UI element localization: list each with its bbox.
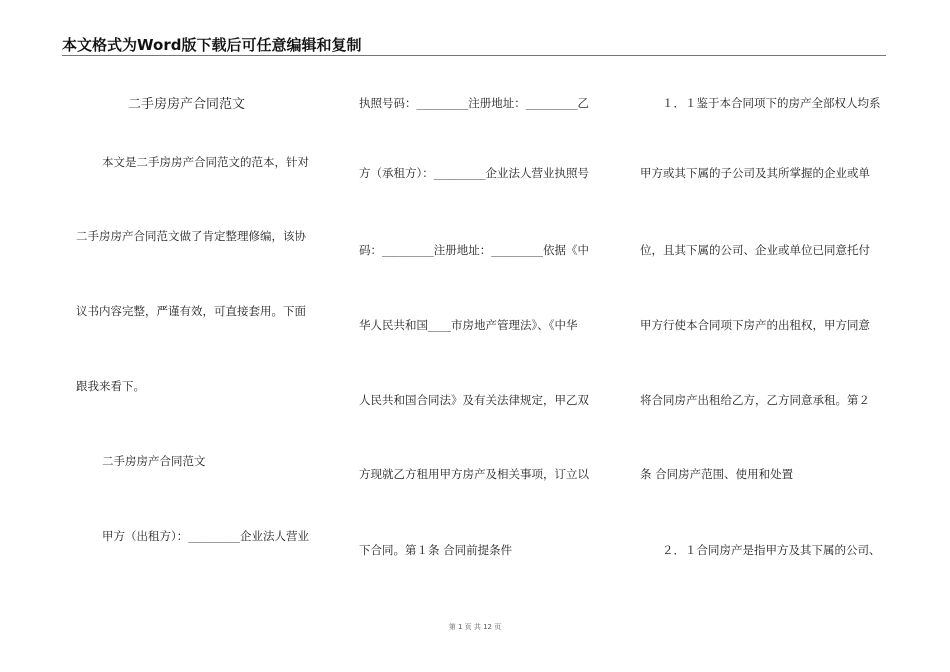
column-3-line-5: 将合同房产出租给乙方，乙方同意承租。第２ bbox=[640, 393, 870, 407]
column-3-line-3: 位，且其下属的公司、企业或单位已同意托付 bbox=[640, 243, 870, 257]
column-2-line-7: 下合同。第１条 合同前提条件 bbox=[359, 543, 513, 557]
page-number-footer: 第 1 页 共 12 页 bbox=[448, 623, 502, 631]
column-3-line-7: ２．１合同房产是指甲方及其下属的公司、 bbox=[662, 543, 881, 557]
column-1-line-5: 二手房房产合同范文 bbox=[102, 454, 206, 468]
column-3-line-6: 条 合同房产范围、使用和处置 bbox=[640, 467, 794, 481]
column-2-line-4: 华人民共和国____市房地产管理法》、《中华 bbox=[359, 318, 578, 332]
column-1-line-3: 议书内容完整，严谨有效，可直接套用。下面 bbox=[76, 304, 306, 318]
document-title: 二手房房产合同范文 bbox=[128, 97, 246, 112]
column-1-line-4: 跟我来看下。 bbox=[76, 379, 145, 393]
document-header-title: 本文格式为Word版下载后可任意编辑和复制 bbox=[62, 36, 362, 54]
column-2-line-3: 码：_________注册地址：_________依据《中 bbox=[359, 243, 589, 257]
column-3-line-1: １．１鉴于本合同项下的房产全部权人均系 bbox=[662, 96, 881, 110]
header-divider bbox=[62, 55, 886, 56]
column-2-line-1: 执照号码：_________注册地址：_________乙 bbox=[359, 96, 589, 110]
column-1-line-1: 本文是二手房房产合同范文的范本，针对 bbox=[102, 155, 309, 169]
column-1-line-2: 二手房房产合同范文做了肯定整理修编，该协 bbox=[76, 229, 306, 243]
column-2-line-5: 人民共和国合同法》及有关法律规定，甲乙双 bbox=[359, 393, 589, 407]
column-2-line-2: 方（承租方）：_________企业法人营业执照号 bbox=[359, 166, 589, 180]
column-1-line-6: 甲方（出租方）：_________企业法人营业 bbox=[102, 529, 309, 543]
column-2-line-6: 方现就乙方租用甲方房产及相关事项，订立以 bbox=[359, 467, 589, 481]
column-3-line-4: 甲方行使本合同项下房产的出租权，甲方同意 bbox=[640, 318, 870, 332]
column-3-line-2: 甲方或其下属的子公司及其所掌握的企业或单 bbox=[640, 166, 870, 180]
